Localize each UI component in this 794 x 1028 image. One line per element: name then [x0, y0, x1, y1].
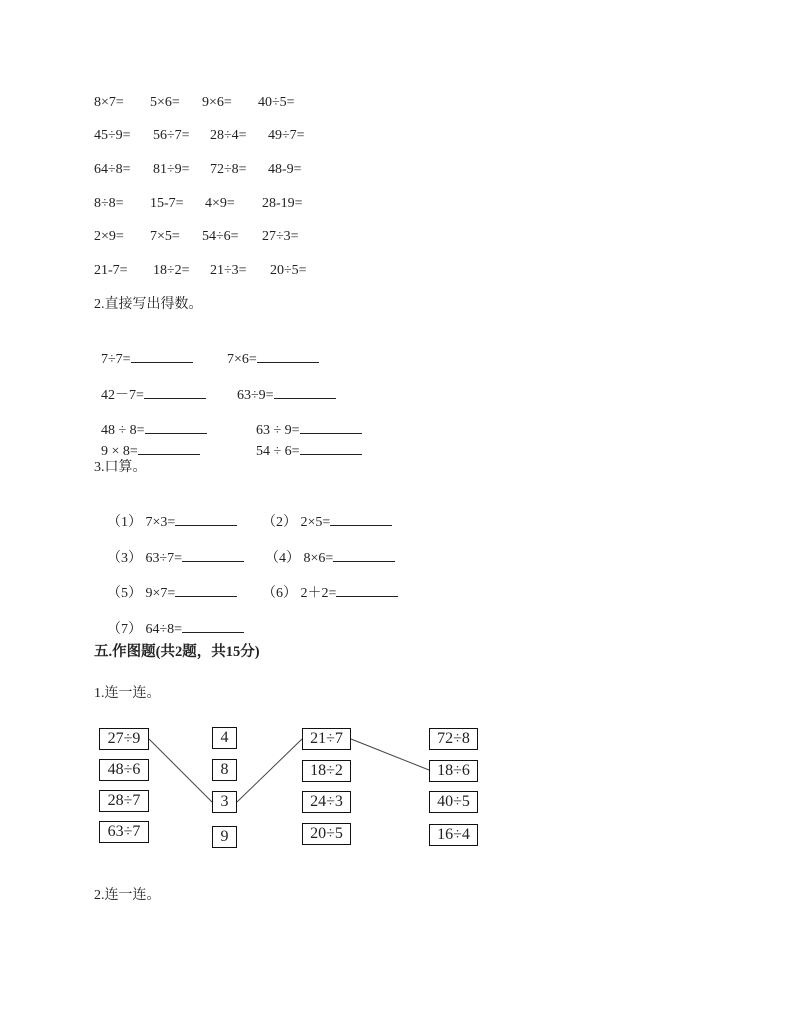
- drill-item: 56÷7=: [153, 128, 190, 143]
- match-box-col2[interactable]: 4: [212, 727, 237, 749]
- section-5-heading: 五.作图题(共2题，共15分): [94, 644, 260, 660]
- match-box-col3[interactable]: 18÷2: [302, 760, 351, 782]
- drill-item: 7×5=: [150, 229, 180, 244]
- drill-item: 54÷6=: [202, 229, 239, 244]
- drill-item: 4×9=: [205, 196, 235, 211]
- match-box-col4[interactable]: 72÷8: [429, 728, 478, 750]
- section-2-item-text: 7×6=: [227, 352, 257, 367]
- match-box-col3[interactable]: 24÷3: [302, 791, 351, 813]
- drill-item: 18÷2=: [153, 263, 190, 278]
- section-3-item-text: （3） 63÷7=: [107, 551, 183, 566]
- drill-item: 27÷3=: [262, 229, 299, 244]
- match-box-col2[interactable]: 3: [212, 791, 237, 813]
- question-2-label: 2.连一连。: [94, 888, 161, 903]
- drill-item: 2×9=: [94, 229, 124, 244]
- section-3-item-text: （2） 2×5=: [262, 515, 331, 530]
- connection-line: [237, 739, 302, 802]
- section-3-item-text: （7） 64÷8=: [107, 622, 183, 637]
- drill-item: 28-19=: [262, 196, 303, 211]
- drill-item: 81÷9=: [153, 162, 190, 177]
- section-3-item-text: （6） 2＋2=: [262, 586, 337, 601]
- drill-item: 20÷5=: [270, 263, 307, 278]
- drill-item: 9×6=: [202, 95, 232, 110]
- section-2-item-text: 42－7=: [101, 388, 144, 403]
- section-3-item-text: （4） 8×6=: [265, 551, 334, 566]
- section-2-item-text: 7÷7=: [101, 352, 131, 367]
- match-box-col1[interactable]: 48÷6: [99, 759, 149, 781]
- drill-item: 72÷8=: [210, 162, 247, 177]
- match-box-col1[interactable]: 27÷9: [99, 728, 149, 750]
- drill-item: 48-9=: [268, 162, 302, 177]
- drill-item: 21-7=: [94, 263, 128, 278]
- match-box-col2[interactable]: 9: [212, 826, 237, 848]
- connection-line: [149, 739, 212, 802]
- drill-item: 15-7=: [150, 196, 184, 211]
- section-3-item-text: （5） 9×7=: [107, 586, 176, 601]
- section-2-heading: 2.直接写出得数。: [94, 297, 203, 312]
- section-2-item-text: 54 ÷ 6=: [256, 444, 300, 459]
- connection-line: [351, 739, 429, 770]
- drill-item: 28÷4=: [210, 128, 247, 143]
- drill-item: 8÷8=: [94, 196, 124, 211]
- drill-item: 45÷9=: [94, 128, 131, 143]
- match-box-col3[interactable]: 20÷5: [302, 823, 351, 845]
- match-box-col3[interactable]: 21÷7: [302, 728, 351, 750]
- match-box-col4[interactable]: 18÷6: [429, 760, 478, 782]
- section-2-item-text: 63÷9=: [237, 388, 274, 403]
- question-1-label: 1.连一连。: [94, 686, 161, 701]
- match-box-col4[interactable]: 40÷5: [429, 791, 478, 813]
- section-2-item-text: 63 ÷ 9=: [256, 423, 300, 438]
- section-3-item-text: （1） 7×3=: [107, 515, 176, 530]
- drill-item: 40÷5=: [258, 95, 295, 110]
- drill-item: 5×6=: [150, 95, 180, 110]
- drill-item: 8×7=: [94, 95, 124, 110]
- match-box-col4[interactable]: 16÷4: [429, 824, 478, 846]
- drill-item: 21÷3=: [210, 263, 247, 278]
- match-box-col1[interactable]: 28÷7: [99, 790, 149, 812]
- drill-item: 64÷8=: [94, 162, 131, 177]
- section-2-item-text: 9 × 8=: [101, 444, 138, 459]
- match-box-col1[interactable]: 63÷7: [99, 821, 149, 843]
- drill-item: 49÷7=: [268, 128, 305, 143]
- section-2-item-text: 48 ÷ 8=: [101, 423, 145, 438]
- section-3-heading: 3.口算。: [94, 460, 147, 475]
- match-box-col2[interactable]: 8: [212, 759, 237, 781]
